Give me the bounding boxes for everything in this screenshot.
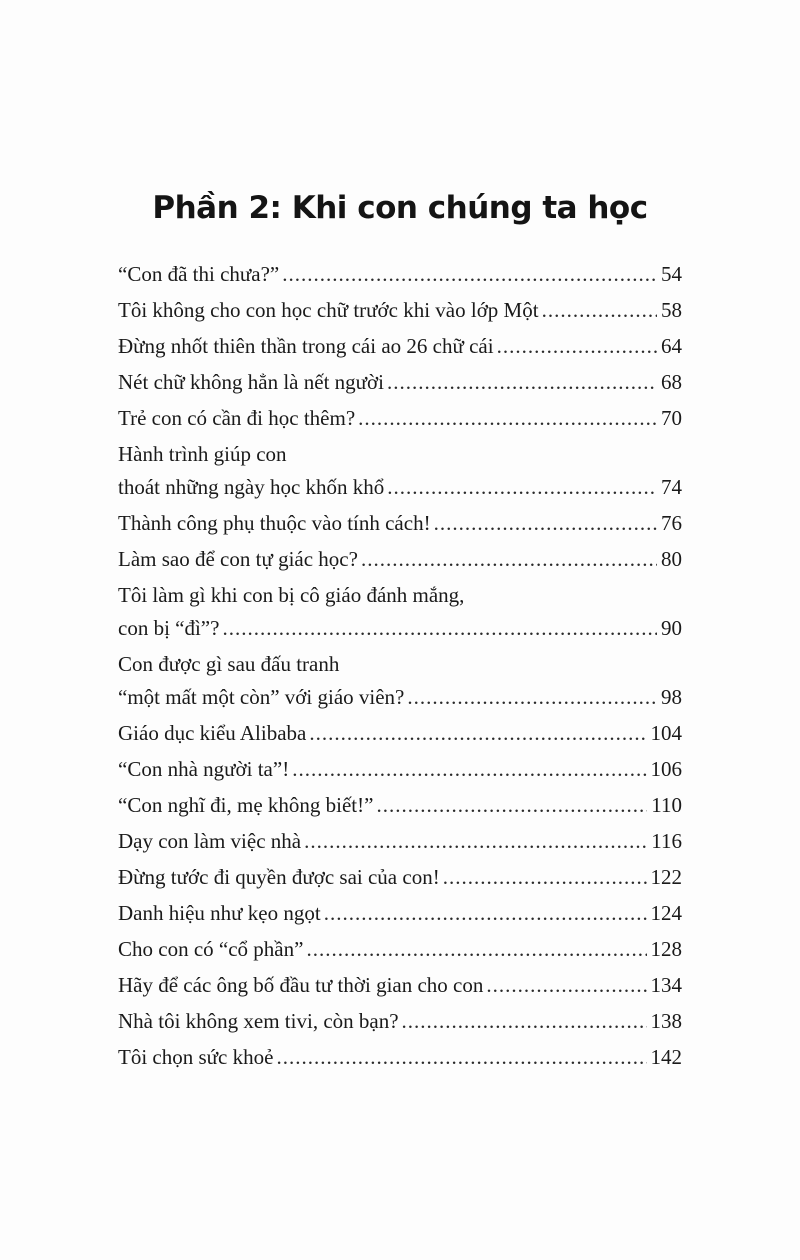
toc-entry-title: “Con nhà người ta”! [118,757,290,781]
toc-entry-page: 98 [661,685,682,709]
toc-entry-page: 58 [661,298,682,322]
toc-entry [118,1005,682,1041]
toc-entry-page: 128 [650,937,682,961]
toc-entry-page: 104 [650,721,682,745]
toc-entry [118,366,682,402]
toc-entry [118,438,682,507]
toc-entry-page: 138 [650,1009,682,1033]
toc-entry-title-line1: Hành trình giúp con [118,442,287,466]
toc-entry-page: 116 [651,829,682,853]
toc-entry-title: Cho con có “cổ phần” [118,937,304,961]
toc-entry-page: 134 [650,973,682,997]
toc-entry-title: “Con nghĩ đi, mẹ không biết!” [118,793,374,817]
dot-leader [434,507,657,540]
dot-leader [306,933,646,966]
dot-leader [486,969,646,1002]
toc-entry [118,507,682,543]
toc-entry [118,789,682,825]
dot-leader [276,1041,646,1074]
toc-entry-page: 90 [661,616,682,640]
toc-entry-title: Giáo dục kiểu Alibaba [118,721,307,745]
dot-leader [387,366,657,399]
toc-entry-title: Tôi không cho con học chữ trước khi vào lớp Một [118,298,539,322]
dot-leader [304,825,647,858]
toc-entry [118,330,682,366]
toc-entry [118,969,682,1005]
toc-entry-page: 54 [661,262,682,286]
toc-entry-title-line1: Con được gì sau đấu tranh [118,652,340,676]
toc-entry [118,258,682,294]
toc-entry-title: Làm sao để con tự giác học? [118,547,358,571]
toc-entry-title: thoát những ngày học khốn khổ [118,475,385,499]
dot-leader [402,1005,647,1038]
toc-entry-title: Trẻ con có cần đi học thêm? [118,406,356,430]
toc-entry [118,933,682,969]
toc-entry-page: 74 [661,475,682,499]
dot-leader [361,543,657,576]
toc-entry [118,753,682,789]
toc-entry-title: Danh hiệu như kẹo ngọt [118,901,321,925]
toc-entry-title: Tôi chọn sức khoẻ [118,1045,274,1069]
toc-entry-title: Đừng tước đi quyền được sai của con! [118,865,440,889]
toc-entry-title-line1: Tôi làm gì khi con bị cô giáo đánh mắng, [118,583,465,607]
toc-entry [118,825,682,861]
dot-leader [222,612,657,645]
toc-entry [118,1041,682,1077]
toc-entry-page: 76 [661,511,682,535]
toc-entry-title: Thành công phụ thuộc vào tính cách! [118,511,431,535]
toc-entry-page: 70 [661,406,682,430]
dot-leader [309,717,646,750]
dot-leader [497,330,657,363]
dot-leader [292,753,646,786]
toc-entry [118,294,682,330]
toc-entry-title: Dạy con làm việc nhà [118,829,302,853]
toc-entry [118,717,682,753]
section-title: Phần 2: Khi con chúng ta học [152,190,648,226]
toc-entry-page: 122 [650,865,682,889]
table-of-contents [118,258,682,1077]
toc-entry [118,897,682,933]
dot-leader [358,402,657,435]
toc-entry [118,579,682,648]
toc-entry-title: Đừng nhốt thiên thần trong cái ao 26 chữ cái [118,334,494,358]
toc-entry [118,543,682,579]
toc-entry-title: Nét chữ không hẳn là nết người [118,370,384,394]
toc-entry-title: “một mất một còn” với giáo viên? [118,685,405,709]
dot-leader [324,897,647,930]
dot-leader [407,681,657,714]
toc-entry [118,648,682,717]
toc-entry-page: 124 [650,901,682,925]
toc-entry-page: 110 [651,793,682,817]
toc-entry-title: con bị “đì”? [118,616,220,640]
dot-leader [542,294,657,327]
toc-entry-title: Nhà tôi không xem tivi, còn bạn? [118,1009,399,1033]
toc-entry-page: 142 [650,1045,682,1069]
toc-entry [118,861,682,897]
toc-entry-page: 106 [650,757,682,781]
toc-entry-title: Hãy để các ông bố đầu tư thời gian cho con [118,973,484,997]
dot-leader [282,258,657,291]
dot-leader [376,789,647,822]
toc-entry-page: 68 [661,370,682,394]
dot-leader [387,471,657,504]
toc-entry [118,402,682,438]
toc-entry-page: 80 [661,547,682,571]
dot-leader [443,861,647,894]
toc-entry-title: “Con đã thi chưa?” [118,262,280,286]
toc-entry-page: 64 [661,334,682,358]
